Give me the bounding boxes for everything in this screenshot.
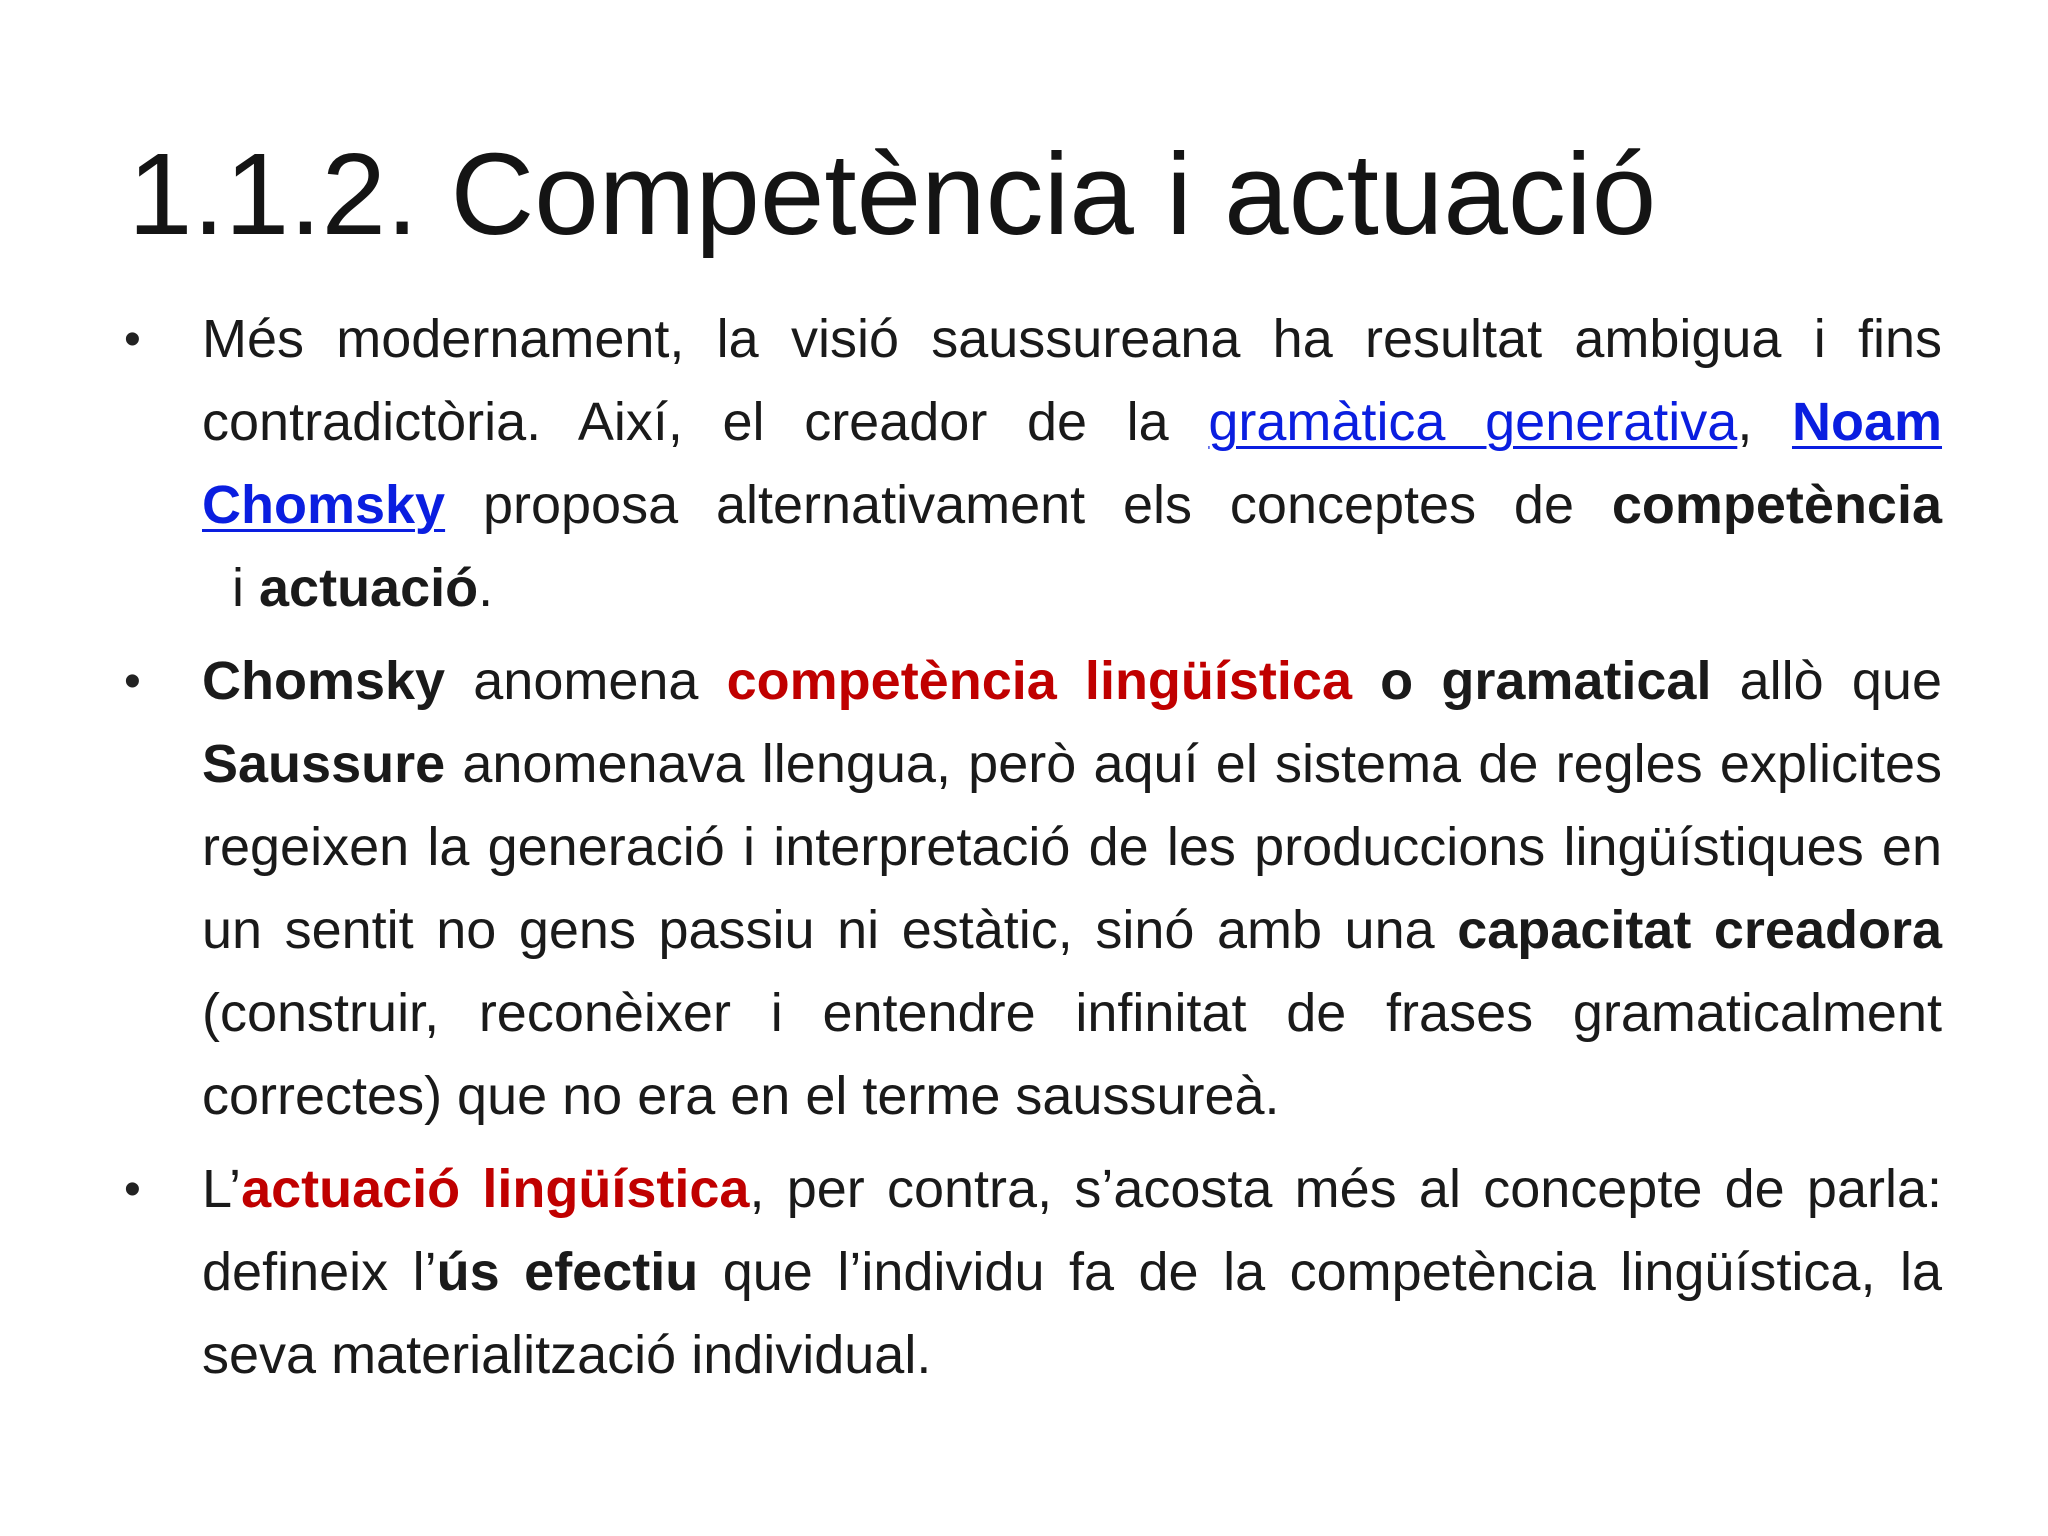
bullet-dot-icon: • xyxy=(124,313,141,366)
bold-term: ús efectiu xyxy=(436,1242,699,1302)
bullet-text: que l’individu fa de la competència lingüística, la seva materialització individual. xyxy=(202,1242,1943,1385)
bold-term: competència xyxy=(1611,475,1942,535)
red-term: competència lingüística xyxy=(726,651,1352,711)
bullet-text: L’ xyxy=(202,1159,242,1219)
bullet-item-3 xyxy=(124,1148,1942,1397)
bold-term: Chomsky xyxy=(202,651,446,711)
bullet-list xyxy=(124,298,1942,1407)
bullet-text: . xyxy=(478,558,494,618)
bullet-dot-icon: • xyxy=(124,655,141,708)
bullet-text: anomenava llengua, però aquí el sistema de regles explicites regeixen la generació i interpretació de les produccions lingüístiques en un sentit no gens passiu ni estàtic, sinó amb una xyxy=(202,734,1942,960)
bold-term: capacitat creadora xyxy=(1457,900,1942,960)
bullet-text: (construir, reconèixer i entendre infinitat de frases gramaticalment correctes) que no era en el terme saussureà. xyxy=(202,983,1942,1126)
bullet-text: proposa alternativament els conceptes de xyxy=(445,475,1612,535)
bullet-item-1 xyxy=(124,298,1942,630)
bullet-text xyxy=(1352,651,1380,711)
bold-term: Saussure xyxy=(202,734,446,794)
bold-term: o gramatical xyxy=(1380,651,1712,711)
bullet-text: allò que xyxy=(1711,651,1942,711)
link-noam-chomsky[interactable]: Noam Chomsky xyxy=(202,392,1943,535)
bullet-text: , per contra, s’acosta més al concepte de parla: defineix l’ xyxy=(202,1159,1943,1302)
slide-title: 1.1.2. Competència i actuació xyxy=(128,129,1657,259)
bullet-item-2 xyxy=(124,640,1942,1138)
bullet-dot-icon: • xyxy=(124,1163,141,1216)
bullet-text: Més modernament, la visió saussureana ha resultat ambigua i fins contradictòria. Així, el creador de la xyxy=(202,309,1942,452)
bold-term: actuació xyxy=(259,558,479,618)
red-term: actuació lingüística xyxy=(241,1159,750,1219)
bullet-text: anomena xyxy=(445,651,727,711)
link-gramatica-generativa[interactable]: gramàtica generativa xyxy=(1208,392,1738,452)
bullet-text: i xyxy=(202,558,260,618)
bullet-text: , xyxy=(1737,392,1792,452)
